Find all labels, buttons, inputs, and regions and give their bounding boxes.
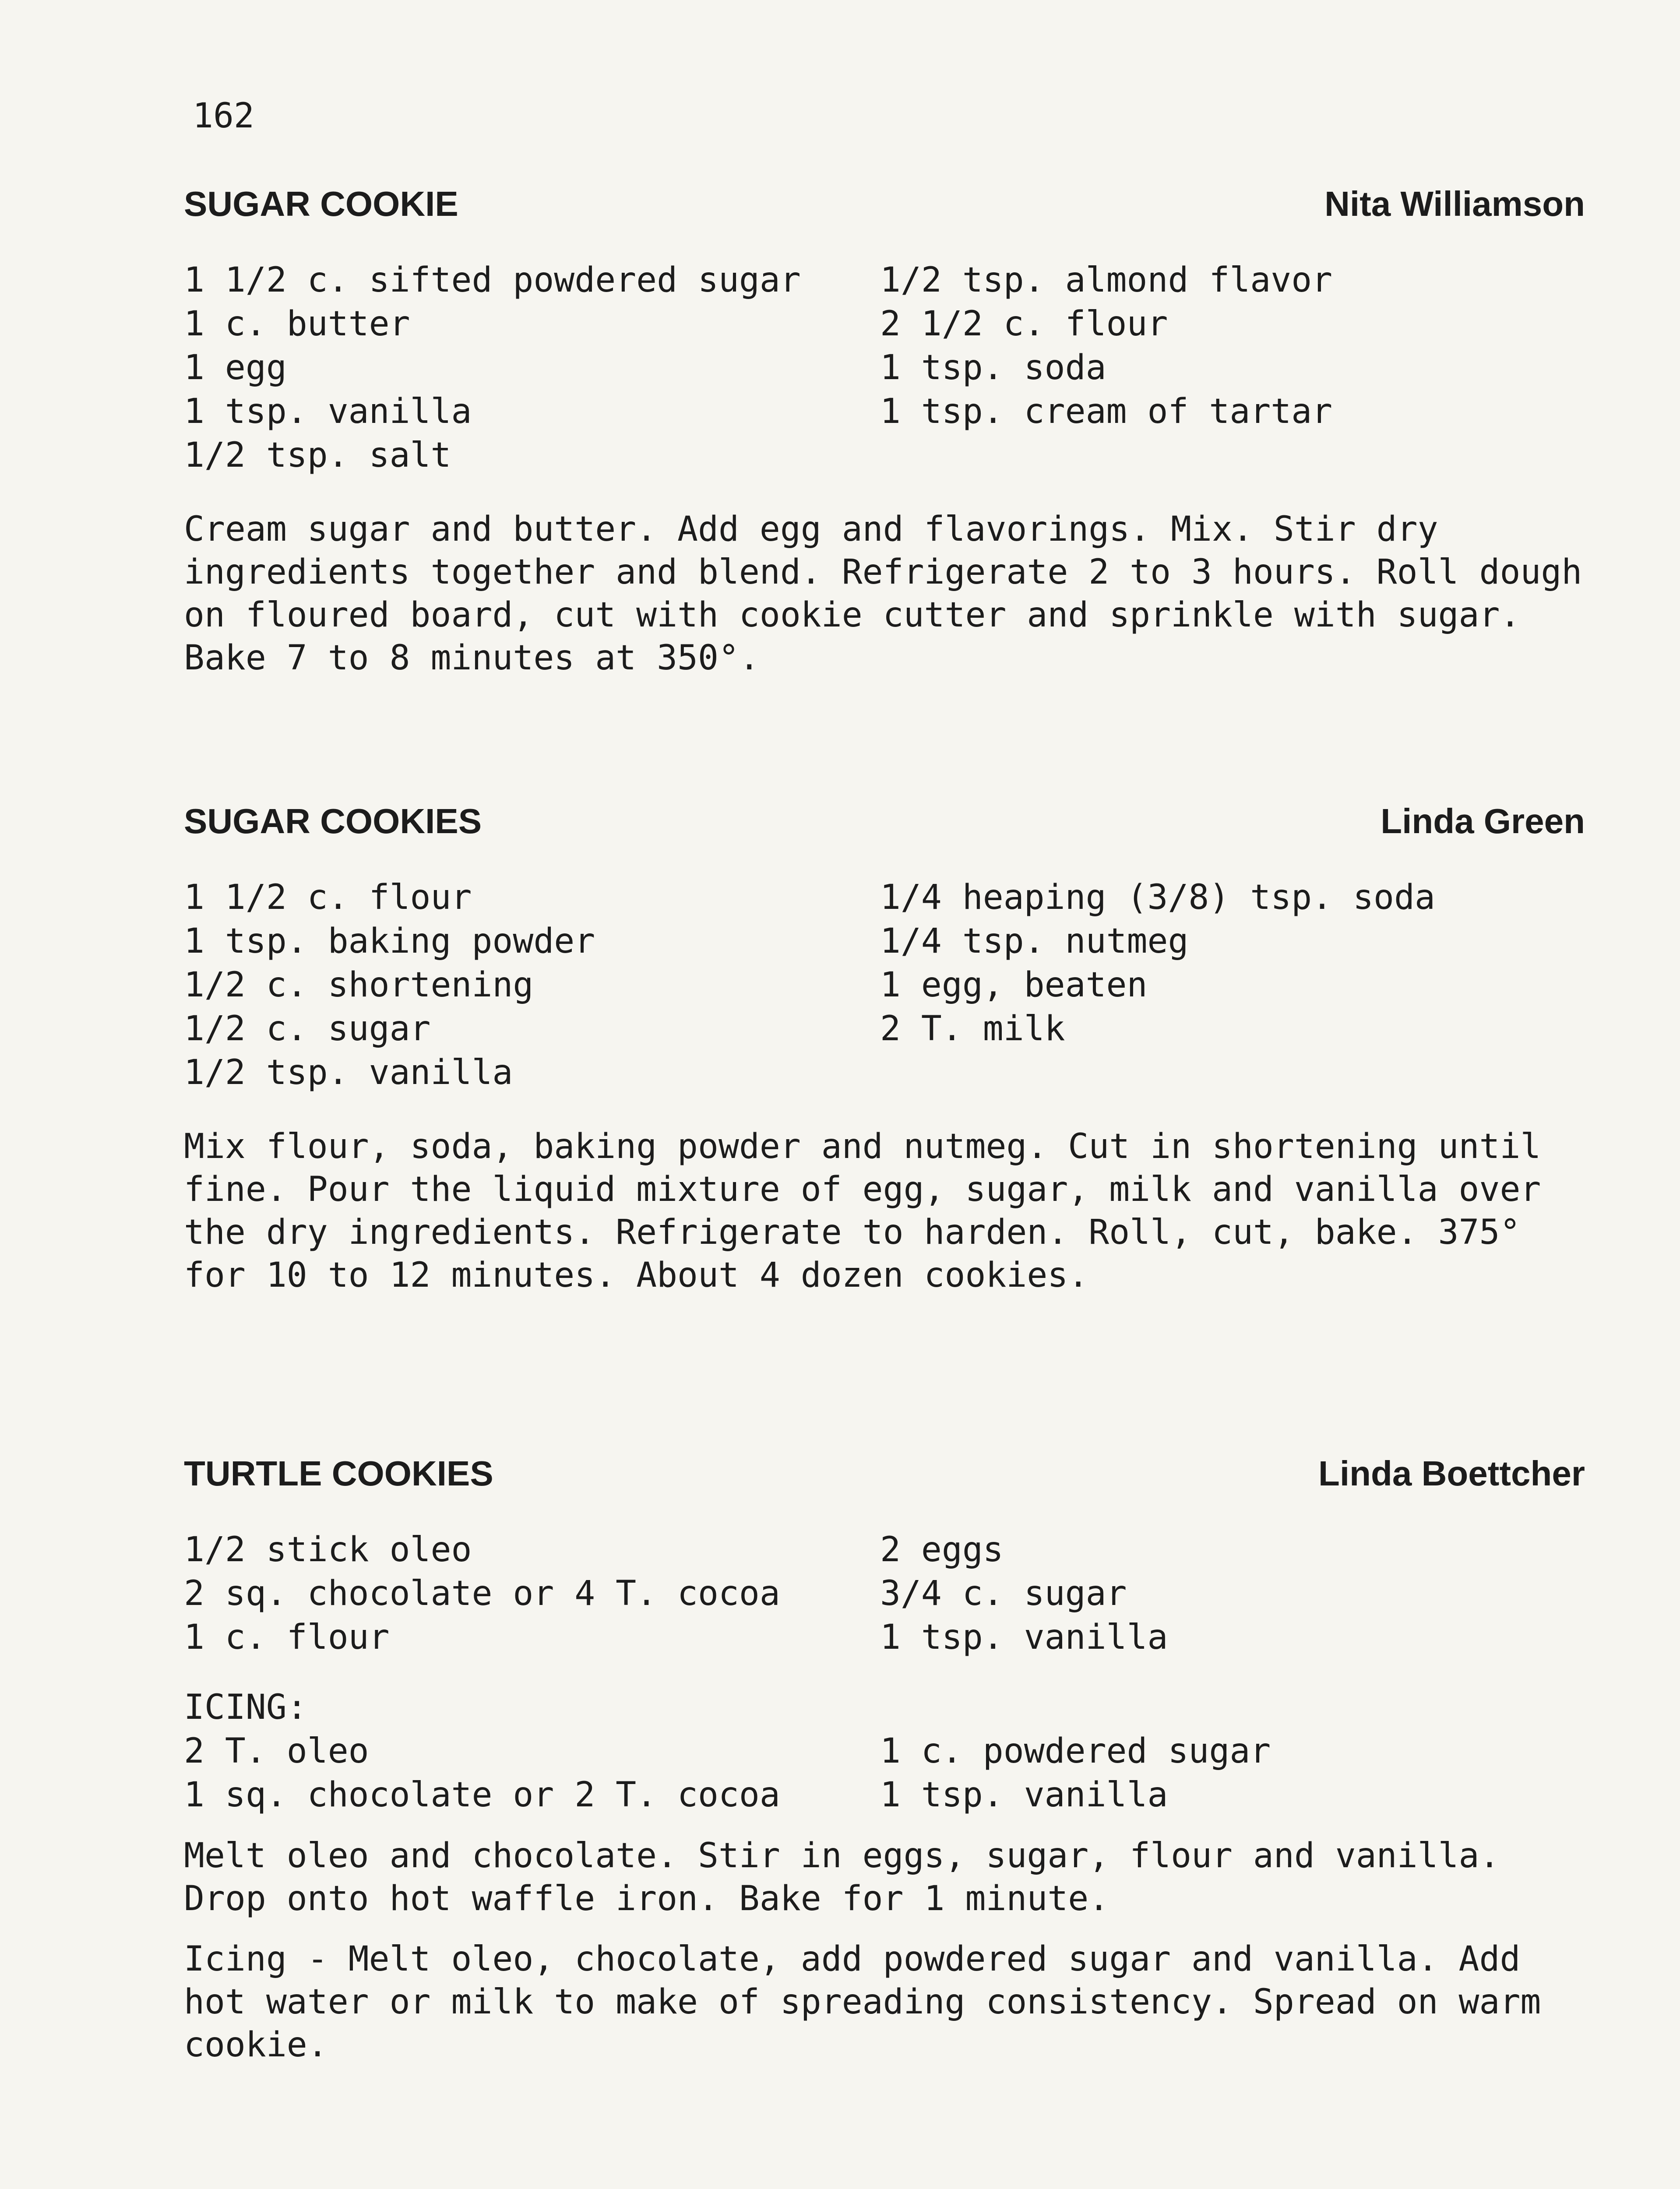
recipe-title: TURTLE COOKIES	[184, 1454, 493, 1493]
icing-ingredient-list	[184, 1729, 1585, 1817]
recipe-header	[184, 801, 1585, 849]
ingredient: 1 egg, beaten	[880, 965, 1148, 1005]
ingredient-column-left	[184, 1729, 880, 1817]
ingredient: 2 1/2 c. flour	[880, 304, 1168, 344]
ingredient: 1 c. flour	[184, 1618, 390, 1657]
ingredient: 1 sq. chocolate or 2 T. cocoa	[184, 1775, 780, 1815]
ingredient: 1 tsp. vanilla	[184, 392, 472, 431]
ingredient-column-left	[184, 258, 880, 477]
ingredient: 1/2 c. shortening	[184, 965, 534, 1005]
ingredient: 2 T. oleo	[184, 1731, 369, 1771]
page-number: 162	[193, 96, 254, 136]
recipe-author: Linda Green	[1381, 802, 1585, 841]
recipe-turtle-cookies	[184, 1453, 1585, 2066]
ingredient-column-right	[880, 1729, 1585, 1817]
ingredient: 2 sq. chocolate or 4 T. cocoa	[184, 1574, 780, 1613]
recipe-sugar-cookie	[184, 184, 1585, 679]
ingredient: 1 c. butter	[184, 304, 410, 344]
ingredient: 1 tsp. soda	[880, 348, 1106, 387]
ingredient: 1/2 tsp. salt	[184, 436, 451, 475]
ingredient-column-right	[880, 1528, 1585, 1659]
icing-heading: ICING:	[184, 1688, 307, 1727]
ingredient: 1/2 stick oleo	[184, 1530, 472, 1570]
recipe-directions: Mix flour, soda, baking powder and nutmeg. Cut in shortening until fine. Pour the liquid mixture of egg, sugar, milk and vanilla over the dry ingredients. Refrigerate to harden. Roll, cut, bake. 375° for 10 to 12 minutes. About 4 dozen cookies.	[184, 1127, 1541, 1295]
recipe-author: Nita Williamson	[1324, 184, 1585, 223]
ingredient: 2 eggs	[880, 1530, 1004, 1570]
ingredient: 1 tsp. vanilla	[880, 1618, 1168, 1657]
ingredient: 1/4 tsp. nutmeg	[880, 922, 1189, 961]
ingredient-list	[184, 1528, 1585, 1659]
ingredient-list	[184, 258, 1585, 477]
icing-directions: Icing - Melt oleo, chocolate, add powdered sugar and vanilla. Add hot water or milk to make of spreading consistency. Spread on warm cookie.	[184, 1939, 1541, 2065]
ingredient-column-right	[880, 258, 1585, 477]
ingredient-list	[184, 876, 1585, 1094]
recipe-author: Linda Boettcher	[1318, 1454, 1585, 1493]
ingredient: 1 tsp. vanilla	[880, 1775, 1168, 1815]
ingredient: 1/2 tsp. vanilla	[184, 1053, 513, 1092]
ingredient: 1/2 c. sugar	[184, 1009, 431, 1049]
ingredient-column-left	[184, 876, 880, 1094]
ingredient: 1 c. powdered sugar	[880, 1731, 1271, 1771]
ingredient: 2 T. milk	[880, 1009, 1065, 1049]
recipe-directions: Cream sugar and butter. Add egg and flavorings. Mix. Stir dry ingredients together and blend. Refrigerate 2 to 3 hours. Roll dough on floured board, cut with cookie cutter and sprinkle with sugar. Bake 7 to 8 minutes at 350°.	[184, 510, 1582, 678]
ingredient: 1/4 heaping (3/8) tsp. soda	[880, 878, 1435, 917]
recipe-title: SUGAR COOKIE	[184, 184, 458, 223]
recipe-title: SUGAR COOKIES	[184, 802, 482, 841]
ingredient-column-left	[184, 1528, 880, 1659]
ingredient: 1 tsp. cream of tartar	[880, 392, 1333, 431]
recipe-sugar-cookies	[184, 801, 1585, 1297]
ingredient: 1 1/2 c. flour	[184, 878, 472, 917]
recipe-directions: Melt oleo and chocolate. Stir in eggs, sugar, flour and vanilla. Drop onto hot waffle iron. Bake for 1 minute.	[184, 1836, 1500, 1918]
ingredient: 1 tsp. baking powder	[184, 922, 595, 961]
ingredient-column-right	[880, 876, 1585, 1094]
recipe-header	[184, 184, 1585, 232]
ingredient: 1 egg	[184, 348, 287, 387]
ingredient: 3/4 c. sugar	[880, 1574, 1127, 1613]
recipe-header	[184, 1453, 1585, 1502]
ingredient: 1 1/2 c. sifted powdered sugar	[184, 260, 801, 300]
ingredient: 1/2 tsp. almond flavor	[880, 260, 1333, 300]
